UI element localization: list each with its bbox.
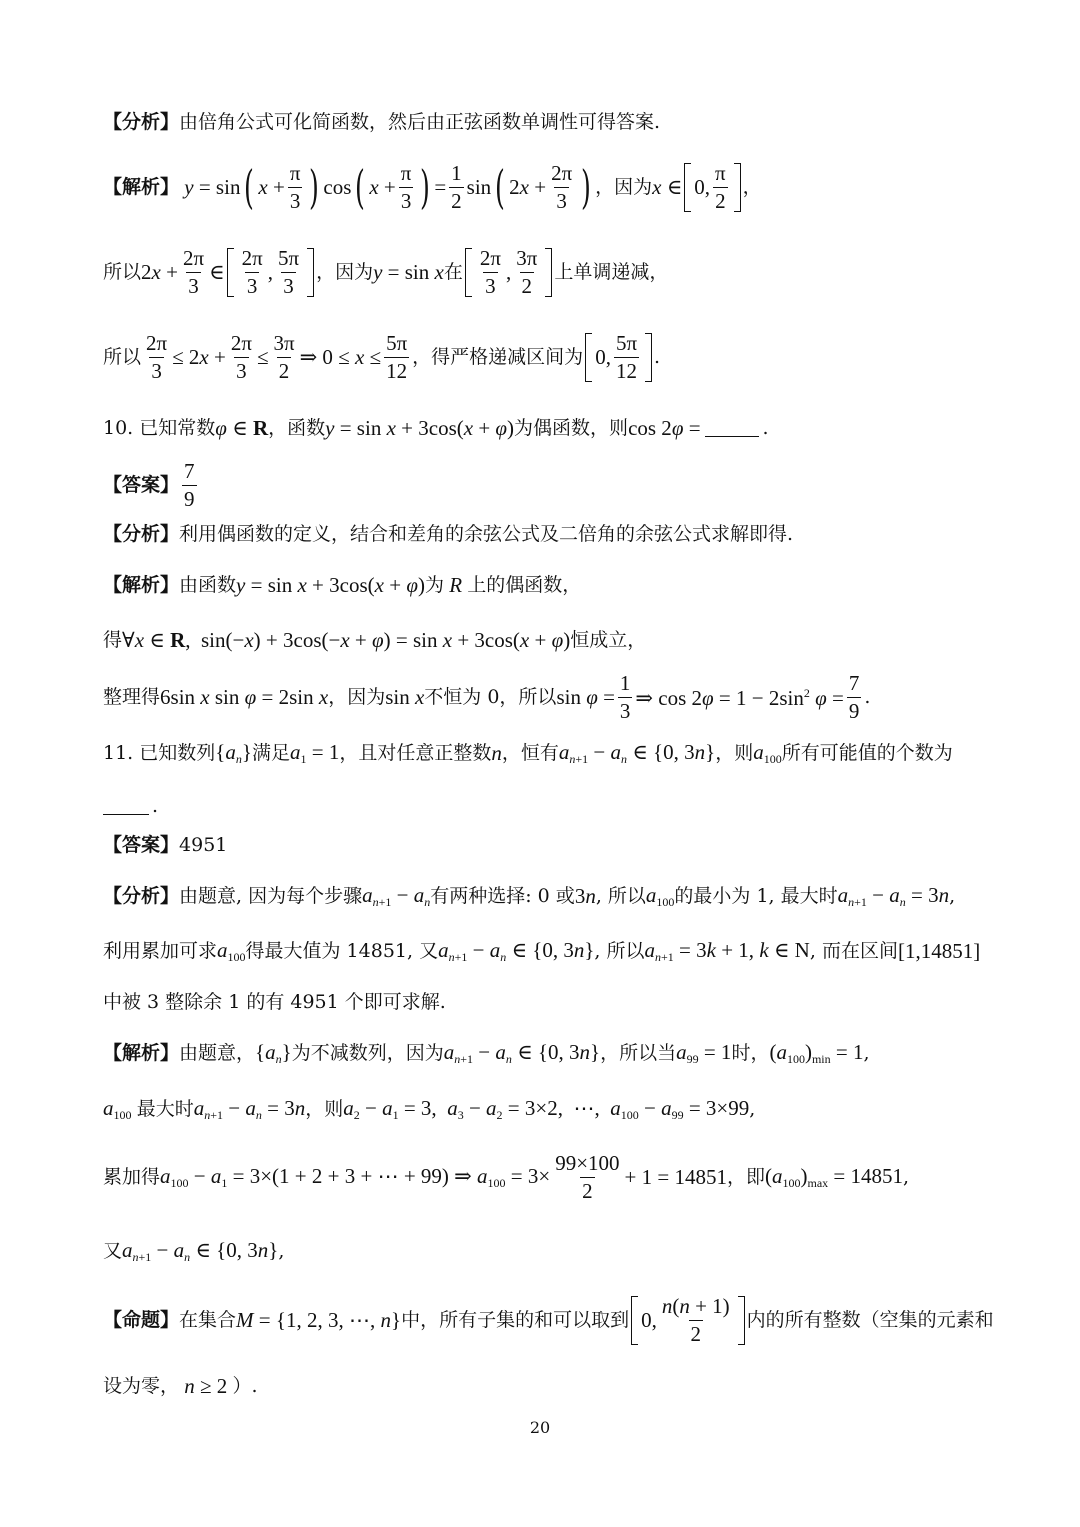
q10-question: 10. 已知常数 φ ∈ R ，函数 y = sin x + 3cos(x + φ) 为偶函数，则 cos 2φ = . (103, 416, 769, 440)
answer-denominator: 9 (184, 487, 195, 511)
text: 利用偶函数的定义，结合和差角的余弦公式及二倍角的余弦公式求解即得. (179, 523, 794, 545)
text: 上单调递减， (554, 261, 669, 283)
text: 所有可能值的个数为 (781, 742, 953, 764)
q11-answer (103, 836, 980, 855)
analysis-label: 【分析】 (103, 523, 180, 545)
text: 在 (443, 261, 463, 283)
q9-solution-line-1: 【解析】 y = sin ( x + $\frac{\pi}{3}$ ) cos ( x + $\frac{\pi}{3}$ ) = $\frac{1}{2}$ sin ( 2x + $\frac{2\pi}{3}$ ) ，因为 x ∈ 0, $\frac{\pi}{2}$ ， (103, 159, 762, 214)
text: . (654, 346, 661, 368)
q11-solution-2: $a_{100}$ 最大时 $a_{n+1} - a_n = 3n$ ，则 $a_2 - a_1 = 3$, $a_3 - a_2 = 3\times 2$, ⋯, $a_{100} - a_{99} = 3\times 99$ , (103, 1096, 756, 1122)
text: 得 (103, 629, 123, 651)
math-expr: y = sin (184, 175, 241, 199)
text: . (762, 417, 769, 439)
answer-numerator: 7 (184, 459, 195, 483)
text: ，函数 (268, 417, 326, 439)
text: 所以 (103, 261, 142, 283)
text: 恒成立， (570, 629, 647, 651)
text: . (152, 795, 159, 817)
text: 得最大值为 14851, 又 (245, 940, 439, 962)
text: 不恒为 0，所以 (424, 686, 557, 708)
text: ，且对任意正整数 (339, 742, 492, 764)
answer-blank (705, 420, 759, 437)
text: 中被 3 整除余 1 的有 4951 个即可求解. (103, 991, 446, 1013)
q10-analysis (103, 525, 980, 544)
q10-solution-3: 整理得 6sin x sin φ = 2sin x ，因为 sin x 不恒为 0，所以 sin φ = $\frac{1}{3}$ ⇒ $\cos 2\varphi = 1 - 2\sin^2$ φ = $\frac{7}{9}$ . (103, 671, 871, 723)
q11-analysis-2: 利用累加可求 $a_{100}$ 得最大值为 14851, 又 $a_{n+1} - a_n$ ∈ {0, 3n} , 所以 $a_{n+1} = 3k + 1$, k ∈ N , 而在区间 [1,14851] (103, 938, 981, 964)
q11-question-blank (103, 797, 980, 816)
answer-label: 【答案】 (103, 474, 180, 496)
text: 为偶函数，则 (514, 417, 629, 439)
text: , 而在区间 (809, 940, 898, 962)
text: 的最小为 1, 最大时 (674, 885, 838, 907)
question-number: 11. (103, 742, 134, 764)
text: ，因为 (328, 686, 386, 708)
text: 累加得 (103, 1166, 161, 1188)
answer-blank (103, 798, 149, 815)
text: , (749, 1098, 756, 1120)
text: 时， (731, 1042, 770, 1064)
text: ，恒有 (501, 742, 559, 764)
question-number: 10. (103, 417, 134, 439)
text: 已知常数 (139, 417, 216, 439)
text: , (949, 885, 956, 907)
q11-question: 11. 已知数列 $\{a_n\}$ 满足 $a_1 = 1$ ，且对任意正整数 n ，恒有 $a_{n+1} - a_n$ ∈ {0, 3n} ，则 $a_{100}$ 所有可能值的个数为 (103, 740, 953, 766)
text: 内的所有整数（空集的元素和 (746, 1309, 994, 1331)
analysis-label: 【分析】 (103, 111, 180, 133)
solution-label: 【解析】 (103, 1042, 180, 1064)
text: ，因为 (595, 176, 653, 198)
text: 由题意， (179, 1042, 256, 1064)
text: . (864, 686, 871, 708)
q10-solution-1: 【解析】 由函数 y = sin x + 3cos(x + φ) 为 R 上的偶函数， (103, 573, 582, 597)
text: 整理得 (103, 686, 161, 708)
q11-proposition-2: 设为零， n ≥ 2 ）. (103, 1374, 258, 1398)
text: 最大时 (136, 1098, 194, 1120)
q10-solution-2: 得 ∀x ∈ R, sin(−x) + 3cos(−x + φ) = sin x + 3cos(x + φ) 恒成立， (103, 628, 647, 652)
q9-analysis-text: 由倍角公式可化简函数，然后由正弦函数单调性可得答案. (179, 111, 661, 133)
text: 又 (103, 1240, 123, 1262)
text: ，即 (726, 1166, 765, 1188)
q11-solution-4: 又 $a_{n+1} - a_n$ ∈ {0, 3n} , (103, 1238, 285, 1264)
text: 为 (424, 574, 444, 596)
q9-analysis-line (103, 113, 980, 132)
text: 已知数列 (139, 742, 216, 764)
answer-value: 4951 (179, 834, 228, 856)
solution-label: 【解析】 (103, 176, 180, 198)
text: , (903, 1166, 910, 1188)
q9-solution-line-2: 所以 2x + $\frac{2\pi}{3}$ ∈ $\frac{2\pi}{3}$ , $\frac{5\pi}{3}$ ，因为 y = sin x 在 $\frac{2\pi}{3}$ , $\frac{3\pi}{2}$ 上单调递减， (103, 246, 669, 298)
page-number: 20 (529, 1418, 551, 1437)
text: 中，所有子集的和可以取到 (401, 1309, 630, 1331)
analysis-label: 【分析】 (103, 885, 180, 907)
text: ，因为 (316, 261, 374, 283)
text: , (863, 1042, 870, 1064)
q10-answer (103, 461, 980, 510)
text: 有两种选择: 0 或 (430, 885, 575, 907)
text: , (278, 1240, 285, 1262)
q11-analysis-3 (103, 993, 980, 1012)
q11-analysis-1: 【分析】 由题意, 因为每个步骤 $a_{n+1} - a_n$ 有两种选择: 0 或 3n , 所以 $a_{100}$ 的最小为 1, 最大时 $a_{n+1} - a_n = 3n$ , (103, 883, 956, 909)
answer-label: 【答案】 (103, 834, 180, 856)
text: 由题意, 因为每个步骤 (179, 885, 363, 907)
text: ）. (232, 1375, 258, 1397)
text: 设为零， (103, 1375, 180, 1397)
text: 在集合 (179, 1309, 237, 1331)
text: 利用累加可求 (103, 940, 218, 962)
text: 上的偶函数， (467, 574, 582, 596)
text: 所以 (103, 346, 142, 368)
text: 为不减数列，因为 (291, 1042, 444, 1064)
text: ，所以当 (600, 1042, 677, 1064)
text: ，得严格递减区间为 (412, 346, 584, 368)
solution-label: 【解析】 (103, 574, 180, 596)
text: ，则 (715, 742, 754, 764)
q9-solution-line-3: 所以 $\frac{2\pi}{3}$ ≤ 2x + $\frac{2\pi}{3}$ ≤ $\frac{3\pi}{2}$ ⇒ 0 ≤ x ≤ $\frac{5\pi}{12}$ ，得严格递减区间为 0, $\frac{5\pi}{12}$ . (103, 331, 661, 383)
q11-solution-1: 【解析】 由题意， $\{a_n\}$ 为不减数列，因为 $a_{n+1} - a_n$ ∈ {0, 3n} ，所以当 $a_{99} = 1$ 时， $(a_{100})_{min} = 1$ , (103, 1040, 870, 1066)
text: , 所以 (594, 940, 645, 962)
text: ，则 (305, 1098, 344, 1120)
text: , 所以 (595, 885, 646, 907)
text: ， (742, 176, 762, 198)
q11-solution-3: 累加得 $a_{100} - a_1 = 3\times(1 + 2 + 3$ + ⋯ + 99) ⇒ $a_{100} = 3\times$ $\frac{99\times 100}{2}$ + 1 = 14851 ，即 $(a_{100})_{max} = 14851$ , (103, 1151, 910, 1203)
proposition-label: 【命题】 (103, 1309, 180, 1331)
text: 由函数 (179, 574, 237, 596)
text: 满足 (251, 742, 290, 764)
q11-proposition-1: 【命题】 在集合 M = {1, 2, 3, ⋯, n} 中，所有子集的和可以取到 0, $\frac{n(n + 1)}{2}$ 内的所有整数（空集的元素和 (103, 1294, 994, 1346)
